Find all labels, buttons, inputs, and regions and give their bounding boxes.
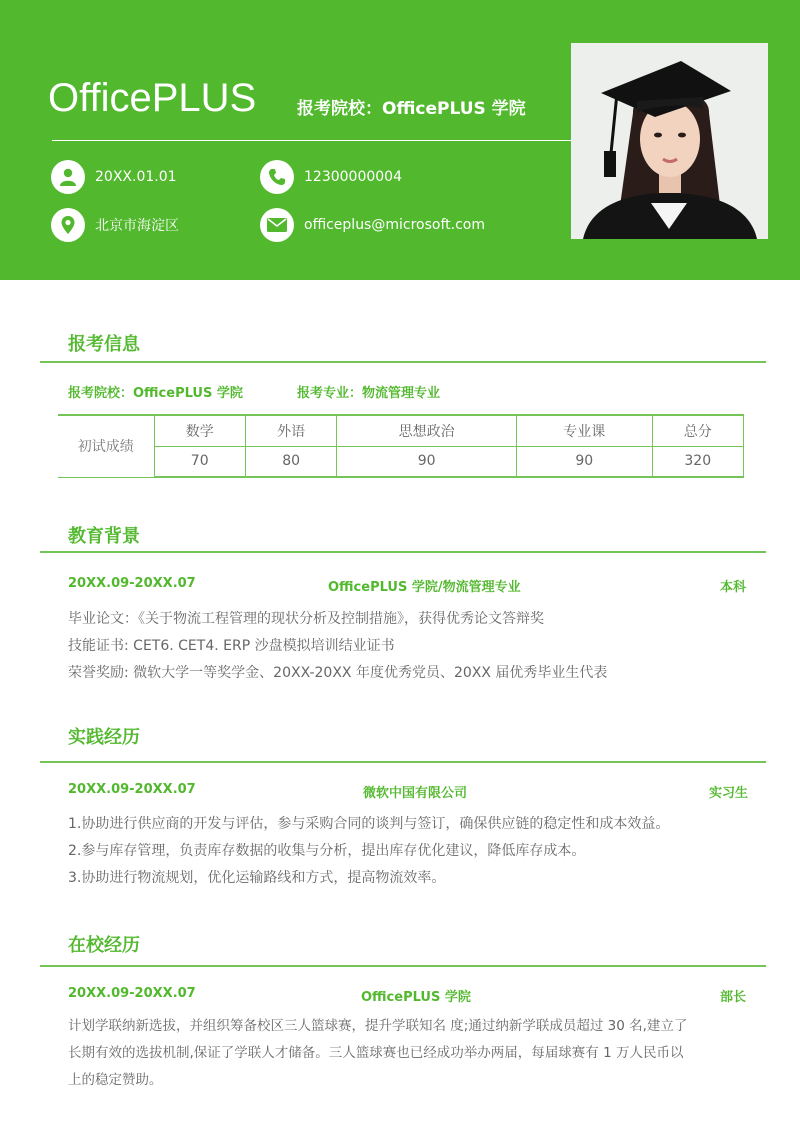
subject-politics: 思想政治: [337, 415, 517, 446]
birthday-text: 20XX.01.01: [95, 169, 177, 185]
list-item: 3.协助进行物流规划，优化运输路线和方式，提高物流效率。: [68, 870, 446, 886]
campus-period: 20XX.09-20XX.07: [68, 986, 196, 1001]
practice-period: 20XX.09-20XX.07: [68, 782, 196, 797]
contact-birthday: [51, 160, 177, 194]
phone-text: 12300000004: [304, 169, 402, 185]
header-banner: [0, 0, 800, 280]
subject-math: 数学: [154, 415, 245, 446]
list-item: 技能证书: CET6. CET4. ERP 沙盘模拟培训结业证书: [68, 638, 395, 654]
phone-icon: [260, 160, 294, 194]
score-politics: 90: [337, 446, 517, 477]
education-period: 20XX.09-20XX.07: [68, 576, 196, 591]
score-total: 320: [652, 446, 743, 477]
section-divider-practice: [40, 761, 766, 763]
person-icon: [51, 160, 85, 194]
section-title-education: 教育背景: [68, 526, 140, 547]
list-item: 1.协助进行供应商的开发与评估，参与采购合同的谈判与签订，确保供应链的稳定性和成本效益。: [68, 816, 670, 832]
practice-org: 微软中国有限公司: [363, 786, 468, 801]
table-row: [58, 446, 744, 477]
education-school: OfficePLUS 学院/物流管理专业: [328, 580, 521, 595]
score-language: 80: [245, 446, 336, 477]
campus-details: [68, 1013, 687, 1094]
apply-major: 报考专业：物流管理专业: [297, 386, 441, 401]
contact-location: [51, 208, 179, 242]
list-item: 计划学联纳新选拔，并组织筹备校区三人篮球赛，提升学联知名 度;通过纳新学联成员超过 30 名,建立了: [68, 1018, 688, 1034]
score-table: [58, 414, 744, 478]
education-details: [68, 606, 607, 687]
list-item: 2.参与库存管理，负责库存数据的收集与分析，提出库存优化建议，降低库存成本。: [68, 843, 586, 859]
apply-school: 报考院校：OfficePLUS 学院: [68, 386, 243, 401]
section-divider-education: [40, 551, 766, 553]
contact-email: [260, 208, 485, 242]
section-title-apply: 报考信息: [68, 334, 140, 355]
section-title-practice: 实践经历: [68, 727, 140, 748]
subject-language: 外语: [245, 415, 336, 446]
score-math: 70: [154, 446, 245, 477]
practice-role: 实习生: [708, 786, 748, 801]
list-item: 上的稳定赞助。: [68, 1072, 163, 1088]
subject-total: 总分: [652, 415, 743, 446]
section-divider-campus: [40, 965, 766, 967]
mail-icon: [260, 208, 294, 242]
contact-phone: [260, 160, 402, 194]
table-row: [58, 415, 744, 446]
section-title-campus: 在校经历: [68, 935, 140, 956]
education-degree: 本科: [719, 580, 746, 595]
email-text: officeplus@microsoft.com: [304, 217, 485, 233]
score-major: 90: [516, 446, 652, 477]
campus-org: OfficePLUS 学院: [361, 990, 471, 1005]
subject-major: 专业课: [516, 415, 652, 446]
list-item: 长期有效的选拔机制,保证了学联人才储备。三人篮球赛也已经成功举办两届，每届球赛有 1 万人民币以: [68, 1045, 684, 1061]
list-item: 毕业论文：《关于物流工程管理的现状分析及控制措施》，获得优秀论文答辩奖: [68, 611, 544, 627]
list-item: 荣誉奖励: 微软大学一等奖学金、20XX-20XX 年度优秀党员、20XX 届优秀毕业生代表: [68, 665, 608, 681]
location-icon: [51, 208, 85, 242]
location-text: 北京市海淀区: [95, 218, 179, 234]
score-row-label: 初试成绩: [58, 415, 154, 477]
target-school-title: 报考院校：OfficePLUS 学院: [297, 99, 526, 119]
campus-role: 部长: [719, 990, 746, 1005]
profile-photo: [571, 43, 768, 239]
practice-details: [68, 811, 669, 892]
section-divider-apply: [40, 361, 766, 363]
header-divider: [52, 140, 572, 141]
brand-name: OfficePLUS: [48, 76, 257, 120]
